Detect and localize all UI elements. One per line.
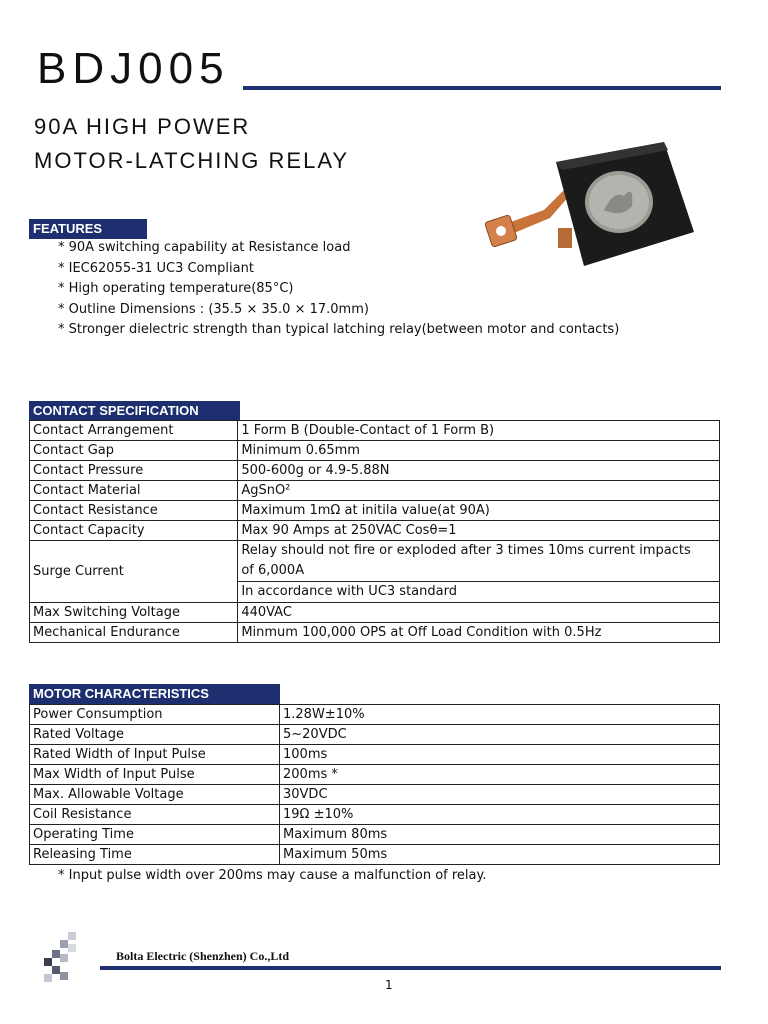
table-row (30, 845, 720, 865)
table-row (30, 421, 720, 441)
subtitle-line-1: 90A HIGH POWER (34, 114, 251, 139)
table-row (30, 705, 720, 725)
row-label: Contact Material (30, 481, 238, 501)
row-label: Mechanical Endurance (30, 623, 238, 643)
row-value: 5~20VDC (280, 725, 720, 745)
row-label: Contact Pressure (30, 461, 238, 481)
feature-item: * 90A switching capability at Resistance load (58, 240, 351, 255)
row-label: Operating Time (30, 825, 280, 845)
row-label: Contact Gap (30, 441, 238, 461)
row-value: Minmum 100,000 OPS at Off Load Condition with 0.5Hz (238, 623, 720, 643)
row-label: Surge Current (30, 541, 238, 603)
subtitle-line-2: MOTOR-LATCHING RELAY (34, 148, 350, 173)
features-list (58, 238, 619, 341)
table-row (30, 481, 720, 501)
row-value: Maximum 1mΩ at initila value(at 90A) (238, 501, 720, 521)
row-value: 1.28W±10% (280, 705, 720, 725)
features-heading: FEATURES (29, 219, 147, 239)
row-value: 200ms * (280, 765, 720, 785)
row-label: Rated Voltage (30, 725, 280, 745)
row-value: Max 90 Amps at 250VAC Cosθ=1 (238, 521, 720, 541)
motor-heading: MOTOR CHARACTERISTICS (29, 684, 280, 704)
feature-item: * IEC62055-31 UC3 Compliant (58, 260, 254, 276)
motor-footnote: * Input pulse width over 200ms may cause a malfunction of relay. (58, 868, 487, 883)
row-value: AgSnO² (238, 481, 720, 501)
table-row (30, 805, 720, 825)
table-row (30, 501, 720, 521)
row-value: Minimum 0.65mm (238, 441, 720, 461)
motor-characteristics-table (29, 704, 720, 865)
surge-line-2: of 6,000A (241, 563, 305, 578)
page-number: 1 (385, 978, 393, 992)
company-name: Bolta Electric (Shenzhen) Co.,Ltd (116, 949, 289, 963)
model-title: BDJ005 (37, 44, 230, 93)
row-label: Max. Allowable Voltage (30, 785, 280, 805)
surge-line-1: Relay should not fire or exploded after 3 times 10ms current impacts (241, 543, 691, 558)
table-row (30, 623, 720, 643)
row-label: Contact Capacity (30, 521, 238, 541)
row-value: 30VDC (280, 785, 720, 805)
table-row (30, 603, 720, 623)
table-row (30, 725, 720, 745)
row-value: Maximum 50ms (280, 845, 720, 865)
table-row (30, 785, 720, 805)
feature-item: * Outline Dimensions : (35.5 × 35.0 × 17.0mm) (58, 301, 369, 317)
title-rule (243, 86, 721, 90)
table-row (30, 825, 720, 845)
row-value: 19Ω ±10% (280, 805, 720, 825)
contact-spec-heading: CONTACT SPECIFICATION (29, 401, 240, 421)
row-value: 1 Form B (Double-Contact of 1 Form B) (238, 421, 720, 441)
contact-spec-table (29, 420, 720, 643)
row-value: 440VAC (238, 603, 720, 623)
table-row (30, 765, 720, 785)
table-row (30, 441, 720, 461)
row-value: 100ms (280, 745, 720, 765)
footer-rule (100, 966, 721, 970)
row-label: Releasing Time (30, 845, 280, 865)
row-value-multiline (238, 541, 720, 603)
table-row (30, 461, 720, 481)
feature-item: * High operating temperature(85°C) (58, 281, 294, 296)
row-label: Contact Arrangement (30, 421, 238, 441)
row-label: Max Width of Input Pulse (30, 765, 280, 785)
row-label: Power Consumption (30, 705, 280, 725)
table-row (30, 541, 720, 603)
row-label: Contact Resistance (30, 501, 238, 521)
table-row (30, 521, 720, 541)
table-row (30, 745, 720, 765)
company-logo-icon (40, 930, 86, 986)
row-value: Maximum 80ms (280, 825, 720, 845)
row-label: Max Switching Voltage (30, 603, 238, 623)
row-value: 500-600g or 4.9-5.88N (238, 461, 720, 481)
feature-item: * Stronger dielectric strength than typical latching relay(between motor and contacts) (58, 322, 620, 337)
row-label: Rated Width of Input Pulse (30, 745, 280, 765)
surge-line-3: In accordance with UC3 standard (238, 581, 719, 602)
row-label: Coil Resistance (30, 805, 280, 825)
